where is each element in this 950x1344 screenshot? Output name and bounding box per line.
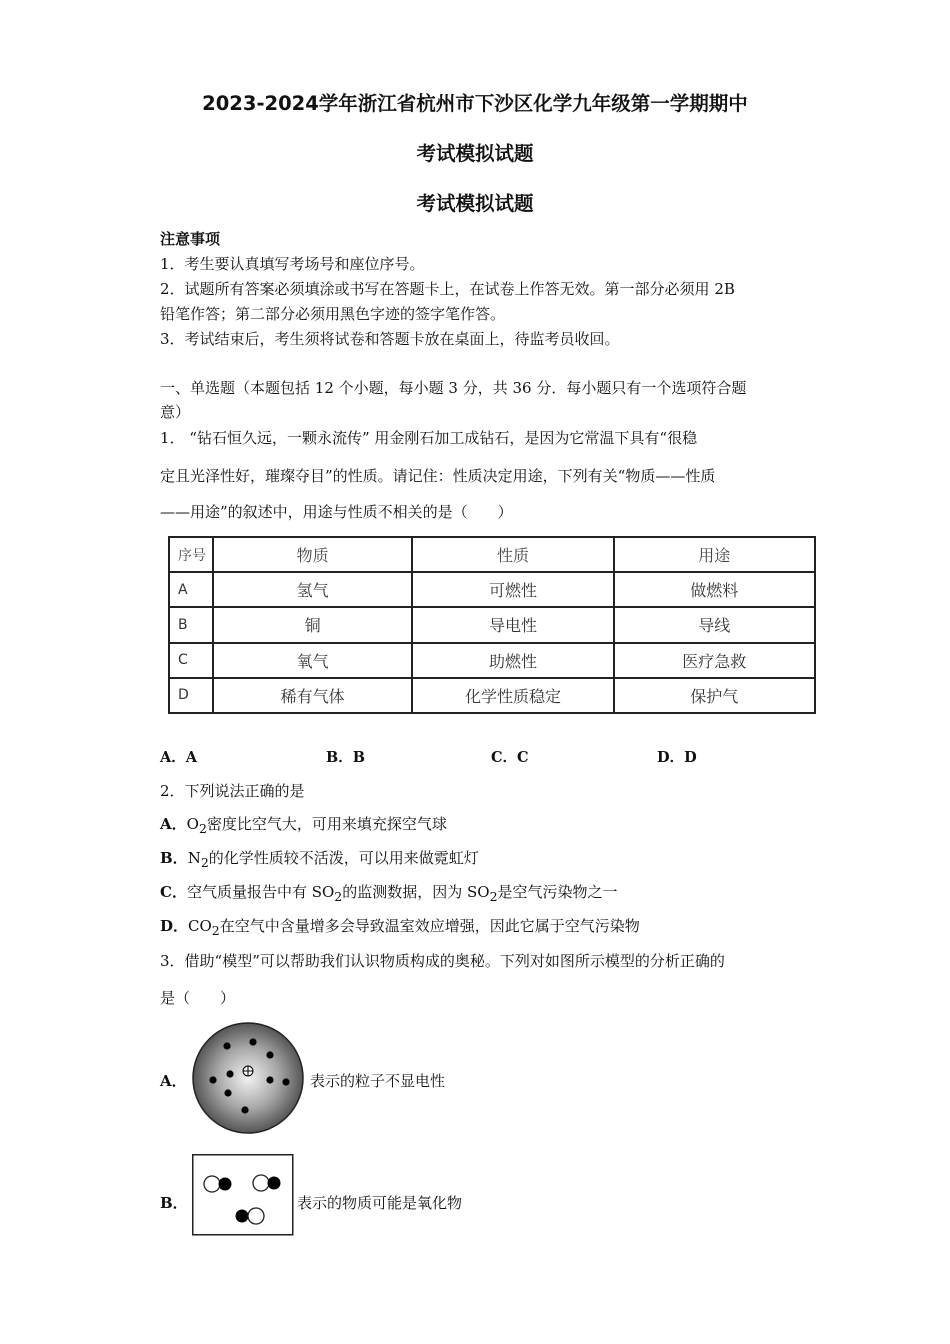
- table-cell: 助燃性: [412, 643, 613, 678]
- option-text: 的监测数据，因为 SO: [342, 883, 490, 901]
- table-cell: 可燃性: [412, 572, 613, 607]
- subscript: 2: [211, 923, 220, 938]
- table-cell: B: [169, 607, 213, 642]
- section-heading-line-1: 一、单选题（本题包括 12 个小题，每小题 3 分，共 36 分．每小题只有一个选项符合题: [160, 379, 747, 397]
- black-atom: [268, 1177, 281, 1190]
- black-atom: [219, 1178, 232, 1191]
- molecule-model-figure: [192, 1154, 294, 1236]
- subscript: 2: [198, 821, 207, 836]
- q3-option-b-text: 表示的物质可能是氧化物: [297, 1194, 463, 1212]
- table-row: [169, 643, 815, 678]
- notice-item-2-line-1: 2．试题所有答案必须填涂或书写在答题卡上，在试卷上作答无效。第一部分必须用 2B: [160, 280, 735, 298]
- electron-dot: [266, 1076, 273, 1083]
- q3-option-a-text: 表示的粒子不显电性: [310, 1072, 446, 1090]
- notice-item-1: 1．考生要认真填写考场号和座位序号。: [160, 255, 425, 273]
- table-cell: 医疗急救: [614, 643, 815, 678]
- subscript: 2: [334, 889, 343, 904]
- table-header-cell: 用途: [614, 537, 815, 572]
- table-row: [169, 572, 815, 607]
- option-label: A．: [160, 815, 187, 833]
- q1-line-3: ——用途”的叙述中，用途与性质不相关的是（ ）: [160, 503, 513, 521]
- notice-heading: 注意事项: [160, 230, 221, 248]
- option-text: 的化学性质较不活泼，可以用来做霓虹灯: [208, 849, 479, 867]
- white-atom: [204, 1176, 220, 1192]
- q2-option-a: [160, 813, 447, 836]
- atom-sphere: [193, 1023, 303, 1133]
- q1-choice-d: D．D: [657, 749, 697, 766]
- table-header-cell: 物质: [213, 537, 412, 572]
- black-atom: [236, 1210, 249, 1223]
- table-header-cell: 性质: [412, 537, 613, 572]
- q1-line-2: 定且光泽性好，璀璨夺目”的性质。请记住：性质决定用途，下列有关“物质——性质: [160, 467, 716, 485]
- subscript: 2: [200, 855, 209, 870]
- figure-frame: [193, 1155, 293, 1235]
- table-cell: A: [169, 572, 213, 607]
- electron-dot: [224, 1089, 231, 1096]
- option-text: CO: [188, 917, 212, 935]
- option-text: 空气质量报告中有 SO: [186, 883, 335, 901]
- section-heading-line-2: 意）: [160, 403, 191, 421]
- white-atom: [248, 1208, 264, 1224]
- table-cell: 稀有气体: [213, 678, 412, 713]
- option-text: 是空气污染物之一: [497, 883, 618, 901]
- q3-option-b-label: B．: [160, 1194, 188, 1212]
- table-row: [169, 678, 815, 713]
- title-line-2: 考试模拟试题: [416, 142, 534, 165]
- option-label: B．: [160, 849, 188, 867]
- q3-option-a-label: A．: [160, 1072, 187, 1090]
- table-header-row: [169, 537, 815, 572]
- q2-option-d: [160, 915, 640, 938]
- q3-line-1: 3．借助“模型”可以帮助我们认识物质构成的奥秘。下列对如图所示模型的分析正确的: [160, 952, 725, 970]
- electron-dot: [226, 1070, 233, 1077]
- table-cell: 导电性: [412, 607, 613, 642]
- electron-dot: [266, 1051, 273, 1058]
- table-cell: 铜: [213, 607, 412, 642]
- notice-item-3: 3．考试结束后，考生须将试卷和答题卡放在桌面上，待监考员收回。: [160, 330, 620, 348]
- table-cell: 保护气: [614, 678, 815, 713]
- table-header-cell: 序号: [169, 537, 213, 572]
- electron-dot: [241, 1106, 248, 1113]
- table-cell: 导线: [614, 607, 815, 642]
- title-line-1: 2023-2024学年浙江省杭州市下沙区化学九年级第一学期期中: [202, 92, 748, 115]
- q2-stem: 2．下列说法正确的是: [160, 782, 305, 800]
- table-cell: D: [169, 678, 213, 713]
- option-label: D．: [160, 917, 189, 935]
- option-text: N: [187, 849, 201, 867]
- option-text: O: [186, 815, 199, 833]
- q2-option-b: [160, 847, 479, 870]
- notice-item-2-line-2: 铅笔作答；第二部分必须用黑色字迹的签字笔作答。: [160, 305, 506, 323]
- q1-choice-b: B．B: [326, 749, 366, 766]
- property-table: [168, 536, 816, 714]
- table-cell: 化学性质稳定: [412, 678, 613, 713]
- q1-line-1: 1． “钻石恒久远，一颗永流传” 用金刚石加工成钻石，是因为它常温下具有“很稳: [160, 429, 698, 447]
- atom-model-figure: [190, 1020, 306, 1136]
- subscript: 2: [489, 889, 498, 904]
- white-atom: [253, 1175, 269, 1191]
- electron-dot: [249, 1038, 256, 1045]
- title-line-3: 考试模拟试题: [416, 192, 534, 215]
- option-text: 在空气中含量增多会导致温室效应增强，因此它属于空气污染物: [219, 917, 640, 935]
- table-cell: 氧气: [213, 643, 412, 678]
- q3-line-2: 是（ ）: [160, 989, 236, 1007]
- option-label: C．: [160, 883, 187, 901]
- table-row: [169, 607, 815, 642]
- q1-choice-a: A．A: [160, 749, 198, 766]
- table-cell: 氢气: [213, 572, 412, 607]
- electron-dot: [223, 1042, 230, 1049]
- electron-dot: [209, 1076, 216, 1083]
- table-cell: 做燃料: [614, 572, 815, 607]
- q1-choice-c: C．C: [491, 749, 529, 766]
- electron-dot: [282, 1078, 289, 1085]
- option-text: 密度比空气大，可用来填充探空气球: [206, 815, 447, 833]
- table-cell: C: [169, 643, 213, 678]
- q2-option-c: [160, 881, 618, 904]
